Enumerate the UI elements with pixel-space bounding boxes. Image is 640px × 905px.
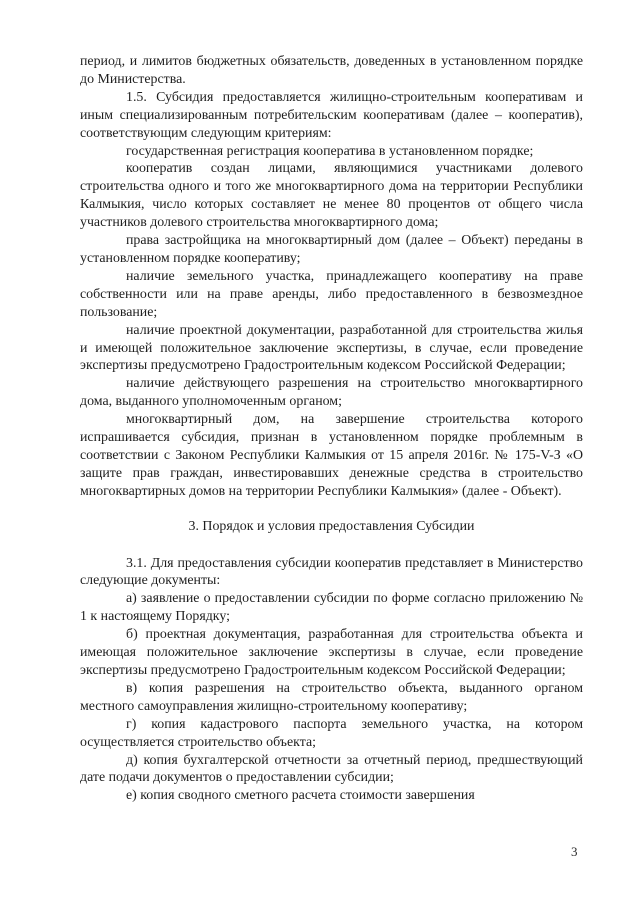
section-heading: 3. Порядок и условия предоставления Субсидии (188, 518, 475, 534)
list-item-d-accounting-report: д) копия бухгалтерской отчетности за отчетный период, предшествующий дате подачи документов о предоставлении субсидии; (80, 752, 583, 786)
criterion-project-documentation: наличие проектной документации, разработанной для строительства жилья и имеющей положительное заключение экспертизы, в случае, если проведение экспертизы предусмотрено Градостроительным кодексом Российской Федерации; (80, 322, 583, 374)
criterion-land-plot: наличие земельного участка, принадлежащего кооперативу на праве собственности или на праве аренды, либо предоставленного в безвозмездное пользование; (80, 268, 583, 320)
page-number: 3 (571, 844, 578, 859)
list-item-e-estimate-copy: е) копия сводного сметного расчета стоимости завершения (126, 788, 475, 804)
criterion-building-permit: наличие действующего разрешения на строительство многоквартирного дома, выданного уполномоченным органом; (80, 376, 583, 410)
list-item-a-application: а) заявление о предоставлении субсидии по форме согласно приложению № 1 к настоящему Порядку; (80, 591, 583, 625)
document-body (80, 53, 583, 805)
criterion-problem-building: многоквартирный дом, на завершение строительства которого испрашивается субсидия, признан в установленном порядке проблемным в соответствии с Законом Республики Калмыкия от 15 апреля 2016г. № 175-V-З «О защите прав граждан, инвестировавших денежные средства в строительство многоквартирных домов на территории Республики Калмыкия» (далее - Объект). (80, 412, 583, 499)
criterion-cooperative-members: кооператив создан лицами, являющимися участниками долевого строительства одного и того же многоквартирного дома на территории Республики Калмыкия, число которых составляет не менее 80 процентов от общего числа участников долевого строительства многоквартирного дома; (80, 161, 583, 231)
paragraph-3-1-documents: 3.1. Для предоставления субсидии кооператив представляет в Министерство следующие документы: (80, 555, 583, 589)
list-item-v-permit-copy: в) копия разрешения на строительство объекта, выданного органом местного самоуправления жилищно-строительному кооперативу; (80, 680, 583, 714)
criterion-developer-rights: права застройщика на многоквартирный дом (далее – Объект) переданы в установленном порядке кооперативу; (80, 233, 583, 266)
list-item-g-cadastral-passport: г) копия кадастрового паспорта земельного участка, на котором осуществляется строительство объекта; (80, 716, 583, 750)
paragraph-budget-limits: период, и лимитов бюджетных обязательств, доведенных в установленном порядке до Министерства. (80, 54, 583, 87)
criterion-state-registration: государственная регистрация кооператива в установленном порядке; (126, 143, 534, 159)
paragraph-1-5-subsidy-criteria: 1.5. Субсидия предоставляется жилищно-строительным кооперативам и иным специализированным потребительским кооперативам (далее – кооператив), соответствующим следующим критериям: (80, 89, 583, 141)
list-item-b-project-docs: б) проектная документация, разработанная для строительства объекта и имеющая положительное заключение экспертизы в случае, если проведение экспертизы предусмотрено Градостроительным кодексом Российской Федерации; (80, 627, 583, 678)
